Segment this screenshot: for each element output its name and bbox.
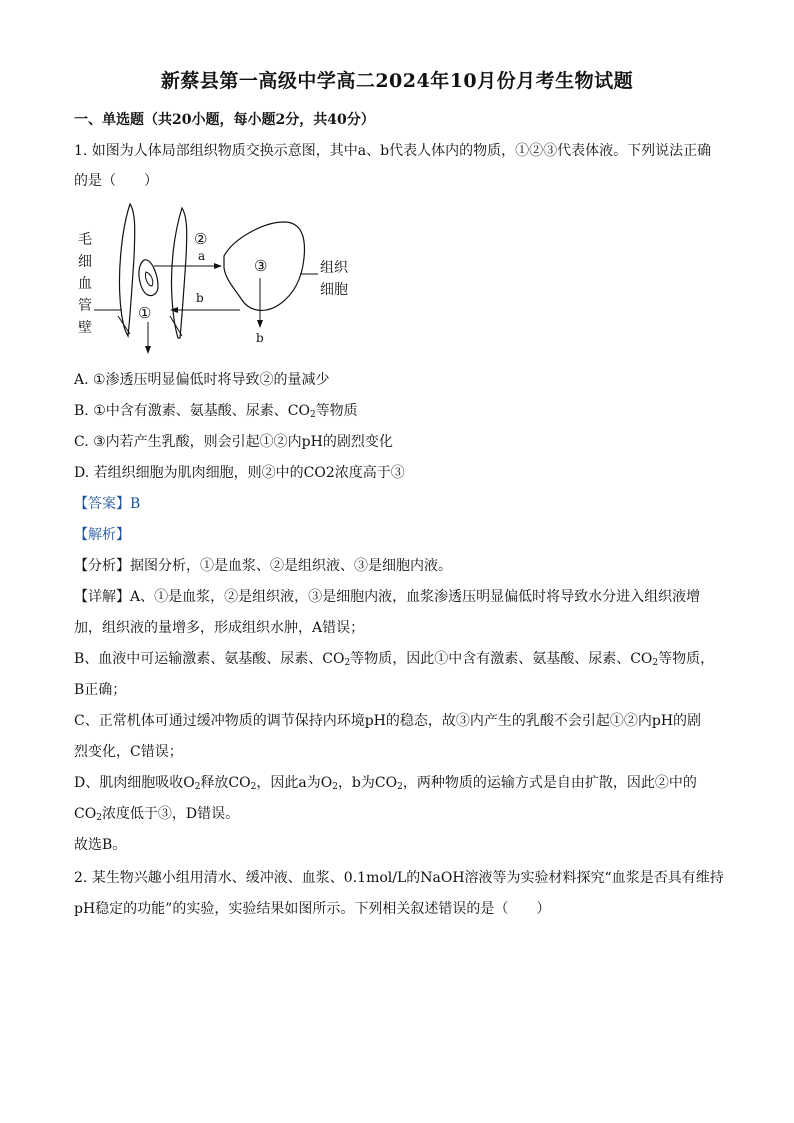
detail-a-line-1: 【详解】A、①是血浆，②是组织液，③是细胞内液，血浆渗透压明显偏低时将导致水分进入组织液增 xyxy=(74,589,701,605)
section-heading: 一、单选题（共20小题，每小题2分，共40分） xyxy=(74,112,375,128)
tissue-exchange-diagram xyxy=(74,198,374,360)
detail-c-line-1: C、正常机体可通过缓冲物质的调节保持内环境pH的稳态，故③内产生的乳酸不会引起①②内pH的剧 xyxy=(74,713,702,729)
option-a: A. ①渗透压明显偏低时将导致②的量减少 xyxy=(74,372,330,388)
label-circle-2: ② xyxy=(194,230,208,248)
analysis-summary: 【分析】据图分析，①是血浆、②是组织液、③是细胞内液。 xyxy=(74,558,452,574)
capillary-label-char: 细 xyxy=(78,254,92,270)
question-2-stem-line-1: 2. 某生物兴趣小组用清水、缓冲液、血浆、0.1mol/L的NaOH溶液等为实验材料探究“血浆是否具有维持 xyxy=(74,870,724,886)
capillary-wall-label xyxy=(78,232,92,336)
page-title: 新蔡县第一高级中学高二2024年10月份月考生物试题 xyxy=(160,70,634,92)
question-1-stem-line-1: 1. 如图为人体局部组织物质交换示意图，其中a、b代表人体内的物质，①②③代表体液。下列说法正确 xyxy=(74,143,712,159)
detail-d-line-1: D、肌肉细胞吸收$O_2$释放$CO_2$，因此a为$O_2$，b为$CO_2$，两种物质的运输方式是自由扩散，因此②中的 xyxy=(74,775,697,792)
detail-d-line-2: $CO_2$浓度低于③，D错误。 xyxy=(74,806,240,823)
question-2-stem-line-2: pH稳定的功能”的实验，实验结果如图所示。下列相关叙述错误的是（ ） xyxy=(74,901,551,917)
capillary-label-char: 管 xyxy=(78,298,92,314)
right-capillary-wall xyxy=(171,208,186,338)
label-circle-3: ③ xyxy=(254,257,268,275)
detail-a-line-2: 加，组织液的量增多，形成组织水肿，A错误； xyxy=(74,620,365,636)
cell-label-line-2: 细胞 xyxy=(320,282,348,298)
cell-label-line-1: 组织 xyxy=(320,260,348,276)
capillary-label-char: 血 xyxy=(78,276,92,292)
detail-b-line-2: B正确； xyxy=(74,682,127,698)
blood-cell xyxy=(139,260,158,296)
capillary-label-char: 壁 xyxy=(78,320,92,336)
left-capillary-wall xyxy=(119,204,134,336)
capillary-label-char: 毛 xyxy=(78,232,92,248)
answer-line: 【答案】B xyxy=(74,496,141,512)
label-circle-1: ① xyxy=(138,304,152,322)
analysis-heading: 【解析】 xyxy=(74,527,130,543)
label-a: a xyxy=(198,249,206,263)
conclusion: 故选B。 xyxy=(74,837,127,853)
option-d: D. 若组织细胞为肌肉细胞，则②中的CO2浓度高于③ xyxy=(74,465,405,481)
question-1-stem-line-2: 的是（ ） xyxy=(74,173,158,189)
label-b-down: b xyxy=(256,331,264,345)
detail-b-line-1: B、血液中可运输激素、氨基酸、尿素、$CO_2$等物质，因此①中含有激素、氨基酸、尿素、$CO_2$等物质， xyxy=(74,651,715,668)
detail-c-line-2: 烈变化，C错误； xyxy=(74,744,183,760)
label-b-mid: b xyxy=(196,291,204,305)
option-c: C. ③内若产生乳酸，则会引起①②内pH的剧烈变化 xyxy=(74,434,393,450)
option-b: B. ①中含有激素、氨基酸、尿素、$CO_2$等物质 xyxy=(74,403,358,420)
